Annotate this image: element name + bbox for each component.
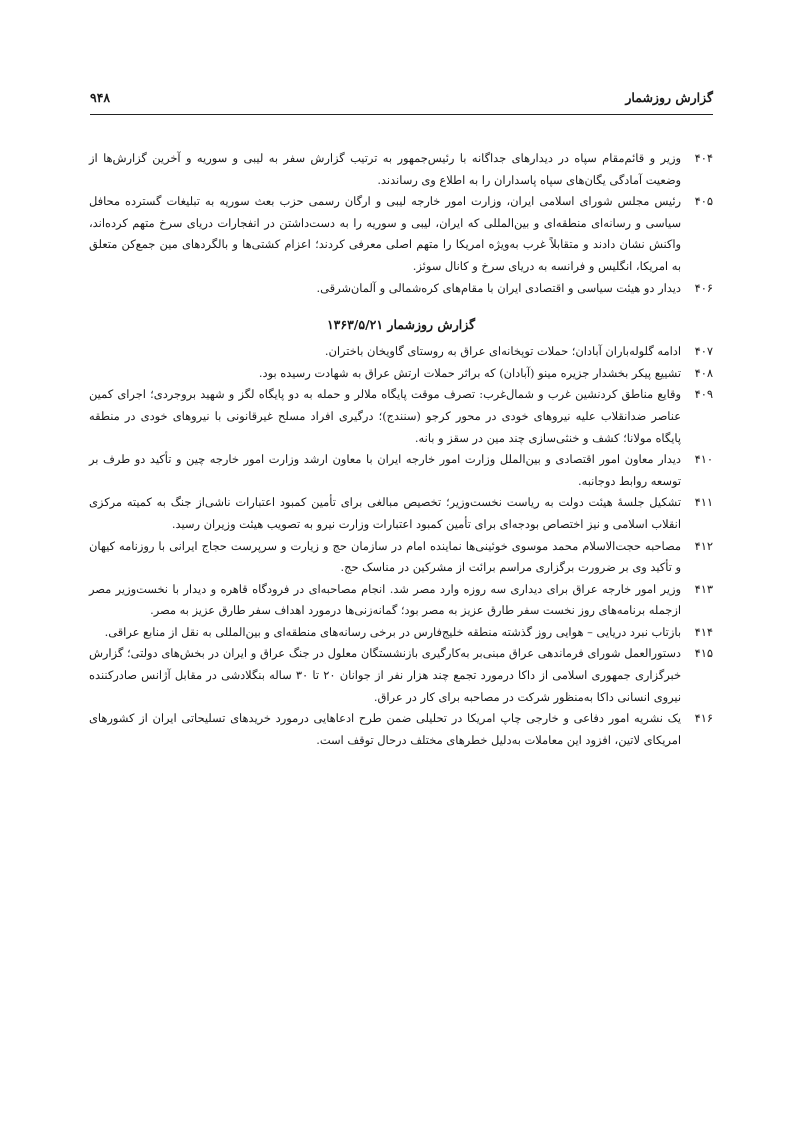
item-text: ادامه گلوله‌باران آبادان؛ حملات توپخانه‌ای عراق به روستای گاویخان باختران. <box>324 344 681 359</box>
item-text: دیدار معاون امور اقتصادی و بین‌الملل وزارت امور خارجه ایران با معاون ارشد وزارت امور خارجه چین و تأکید دو طرف بر توسعه روابط دوجانبه. <box>89 452 681 488</box>
list-item <box>89 363 713 385</box>
list-item <box>89 579 713 622</box>
header-title: گزارش روزشمار <box>625 90 713 105</box>
section-title: گزارش روزشمار ۱۳۶۳/۵/۲۱ <box>326 317 476 333</box>
list-item <box>89 622 713 644</box>
list-item <box>89 492 713 535</box>
item-text: وزیر امور خارجه عراق برای دیداری سه روزه وارد مصر شد. انجام مصاحبه‌ای در فرودگاه قاهره و دیدار با نخست‌وزیر مصر ازجمله برنامه‌های روز نخست سفر طارق عزیز به مصر بود؛ گمانه‌زنی‌ها درمورد اهداف سفر طارق عزیز به مصر. <box>89 581 681 618</box>
item-text: وزیر و قائم‌مقام سپاه در دیدارهای جداگانه با رئیس‌جمهور به ترتیب گزارش سفر به لیبی و سوریه و آخرین گزارش‌ها از وضعیت آمادگی یگان‌های سپاه پاسداران را به اطلاع وی رساندند. <box>89 151 681 187</box>
item-number: ۴۱۵ <box>694 646 713 661</box>
item-text: رئیس مجلس شورای اسلامی ایران، وزارت امور خارجه لیبی و ارگان رسمی حزب بعث سوریه به تبلیغات گسترده محافل سیاسی و رسانه‌ای منطقه‌ای و بین‌المللی که ایران، لیبی و سوریه را به دست‌داشتن در انفجارات دریای سرخ متهم کرده‌اند، واکنش نشان دادند و متقابلاً غرب به‌ویژه امریکا را متهم اصلی معرفی کردند؛ اعزام کشتی‌ها و بالگردهای مین جمع‌کن متعلق به امریکا، انگلیس و فرانسه به دریای سرخ و کانال سوئز. <box>89 194 681 273</box>
header-rule <box>90 114 713 115</box>
list-item <box>89 536 713 579</box>
list-item <box>89 191 713 277</box>
page-number: ۹۴۸ <box>90 90 111 105</box>
item-text: تشییع پیکر بخشدار جزیره مینو (آبادان) که براثر حملات ارتش عراق به شهادت رسیده بود. <box>258 365 681 380</box>
item-number: ۴۱۱ <box>694 495 713 510</box>
item-text: مصاحبه حجت‌الاسلام محمد موسوی خوئینی‌ها نماینده امام در سازمان حج و زیارت و سرپرست حجاج ایرانی با روزنامه کیهان و تأکید وی بر ضرورت برگزاری مراسم برائت از مشرکین در مناسک حج. <box>89 538 681 575</box>
item-number: ۴۰۷ <box>694 344 713 359</box>
item-text: یک نشریه امور دفاعی و خارجی چاپ امریکا در تحلیلی ضمن طرح ادعاهایی درمورد خریدهای تسلیحاتی ایران از کشورهای امریکای لاتین، افزود این معاملات به‌دلیل خطرهای مختلف درحال توقف است. <box>89 711 681 747</box>
item-number: ۴۰۴ <box>694 151 713 165</box>
list-item <box>89 148 713 191</box>
item-number: ۴۱۳ <box>694 581 713 596</box>
item-number: ۴۰۹ <box>694 387 713 402</box>
list-item <box>89 341 713 363</box>
item-text: دستورالعمل شورای فرماندهی عراق مبنی‌بر به‌کارگیری بازنشستگان معلول در جنگ عراق و ایران در بخش‌های دولتی؛ گزارش خبرگزاری جمهوری اسلامی از داکا درمورد تجمع چند هزار نفر از جوانان ۲۰ تا ۳۰ ساله بنگلادشی در مقابل آژانس صادرکننده نیروی انسانی داکا به‌منظور شرکت در مصاحبه برای کار در عراق. <box>89 646 681 704</box>
item-number: ۴۱۴ <box>694 624 713 639</box>
list-item <box>89 384 713 449</box>
list-item <box>89 278 713 300</box>
item-number: ۴۱۲ <box>694 538 713 553</box>
list-item <box>89 708 713 751</box>
item-text: وقایع مناطق کردنشین غرب و شمال‌غرب: تصرف موقت پایگاه ملالر و حمله به دو پایگاه لگز و شهید بروجردی؛ اجرای کمین عناصر ضدانقلاب علیه نیروهای خودی در محور کرجو (سنندج)؛ درگیری افراد مسلح غیرقانونی با نیروهای خودی در منطقه پایگاه مولانا؛ کشف و خنثی‌سازی چند مین در سقز و بانه. <box>89 387 681 445</box>
list-item <box>89 449 713 492</box>
document-body <box>89 148 713 751</box>
item-number: ۴۰۶ <box>694 280 713 295</box>
item-number: ۴۰۵ <box>694 194 713 209</box>
list-item <box>89 643 713 708</box>
item-number: ۴۰۸ <box>694 365 713 380</box>
running-header <box>90 90 713 112</box>
item-number: ۴۱۰ <box>694 452 713 467</box>
item-text: بازتاب نبرد دریایی – هوایی روز گذشته منطقه خلیج‌فارس در برخی رسانه‌های منطقه‌ای و بین‌المللی به نقل از منابع عراقی. <box>104 624 681 639</box>
item-number: ۴۱۶ <box>694 711 713 726</box>
item-text: تشکیل جلسهٔ هیئت دولت به ریاست نخست‌وزیر؛ تخصیص مبالغی برای تأمین کمبود اعتبارات ناشی‌از جنگ به کمیته مرکزی انقلاب اسلامی و نیز اختصاص بودجه‌ای برای تأمین کمبود اعتبارات وزارت نیرو به تصویب هیئت وزیران رسید. <box>89 495 681 531</box>
item-text: دیدار دو هیئت سیاسی و اقتصادی ایران با مقام‌های کره‌شمالی و آلمان‌شرقی. <box>316 280 681 295</box>
